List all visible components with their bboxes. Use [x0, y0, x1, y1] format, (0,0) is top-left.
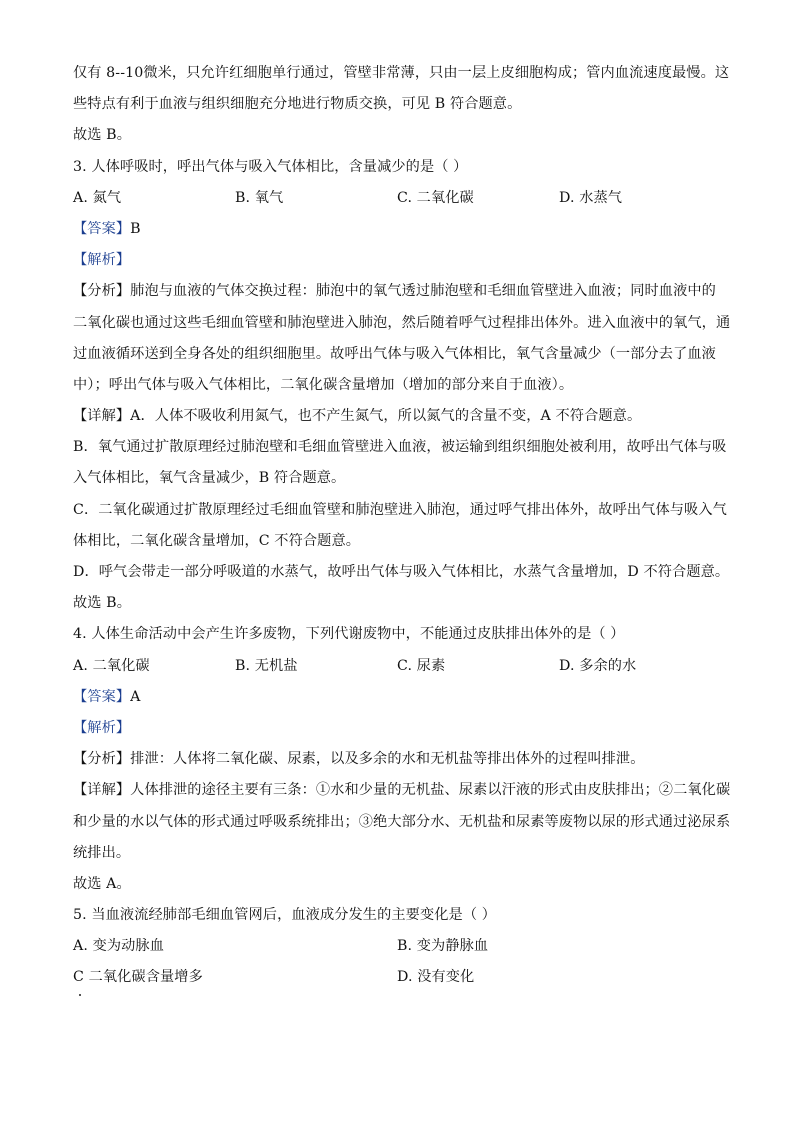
analysis-line — [73, 744, 723, 775]
detail-line — [73, 775, 731, 806]
answer-line — [73, 214, 723, 245]
answer-tag: 【答案】 — [73, 220, 131, 237]
explanation-tag: 【解析】 — [73, 252, 131, 269]
text-line: 入气体相比，氧气含量减少，B 符合题意。 — [73, 470, 346, 487]
option-d: D. 水蒸气 — [559, 189, 623, 206]
text-line: C．二氧化碳通过扩散原理经过毛细血管壁和肺泡壁进入肺泡，通过呼气排出体外，故呼出气体与吸入气 — [73, 501, 727, 518]
detail-tag: 【详解】 — [73, 782, 131, 799]
option-b: B. 氧气 — [235, 189, 284, 206]
analysis-tag: 【分析】 — [73, 751, 131, 768]
text-line: 统排出。 — [73, 844, 131, 861]
option-d: D. 没有变化 — [397, 969, 475, 986]
option-b: B. 无机盐 — [235, 657, 298, 674]
detail-text: 人体排泄的途径主要有三条：①水和少量的无机盐、尿素以汗液的形式由皮肤排出；②二氧化碳 — [130, 782, 731, 799]
answer-choice-line: 故选 B。 — [73, 127, 131, 144]
analysis-line — [73, 276, 723, 307]
analysis-text: 排泄：人体将二氧化碳、尿素，以及多余的水和无机盐等排出体外的过程叫排泄。 — [130, 751, 645, 768]
answer-choice-line: 故选 A。 — [73, 875, 131, 892]
question-3-stem: 3. 人体呼吸时，呼出气体与吸入气体相比，含量减少的是（ ） — [73, 158, 468, 175]
option-b: B. 变为静脉血 — [397, 938, 489, 955]
option-c: C 二氧化碳含量增多 — [73, 969, 203, 986]
explanation-tag: 【解析】 — [73, 719, 131, 736]
answer-choice-line: 故选 B。 — [73, 595, 131, 612]
option-c: C. 二氧化碳 — [397, 189, 474, 206]
text-line: 过血液循环送到全身各处的组织细胞里。故呼出气体与吸入气体相比，氧气含量减少（一部分去了血液 — [73, 345, 716, 362]
option-c: C. 尿素 — [397, 657, 446, 674]
text-line: D．呼气会带走一部分呼吸道的水蒸气，故呼出气体与吸入气体相比，水蒸气含量增加，D 不符合题意。 — [73, 564, 730, 580]
text-line: 些特点有利于血液与组织细胞充分地进行物质交换，可见 B 符合题意。 — [73, 96, 522, 113]
text-line: 和少量的水以气体的形式通过呼吸系统排出；③绝大部分水、无机盐和尿素等废物以尿的形式通过泌尿系 — [73, 813, 731, 830]
explanation-heading — [73, 245, 723, 276]
question-5-options-row-2 — [73, 962, 723, 993]
option-a: A. 变为动脉血 — [73, 938, 165, 955]
analysis-tag: 【分析】 — [73, 283, 131, 300]
stray-ink-dot — [79, 994, 81, 996]
question-3-options — [73, 183, 723, 214]
document-body — [73, 58, 731, 994]
option-a: A. 氮气 — [73, 189, 122, 206]
analysis-text: 肺泡与血液的气体交换过程：肺泡中的氧气透过肺泡壁和毛细血管壁进入血液；同时血液中的 — [130, 283, 716, 300]
detail-tag: 【详解】 — [73, 408, 131, 425]
answer-line — [73, 682, 723, 713]
detail-text: A．人体不吸收利用氮气，也不产生氮气，所以氮气的含量不变，A 不符合题意。 — [130, 408, 642, 425]
question-4-options — [73, 651, 723, 682]
option-a: A. 二氧化碳 — [73, 657, 150, 674]
option-d: D. 多余的水 — [559, 657, 637, 674]
text-line: 体相比，二氧化碳含量增加，C 不符合题意。 — [73, 532, 361, 549]
text-line: 中）；呼出气体与吸入气体相比，二氧化碳含量增加（增加的部分来自于血液）。 — [73, 376, 574, 393]
text-line: B．氧气通过扩散原理经过肺泡壁和毛细血管壁进入血液，被运输到组织细胞处被利用，故呼出气体与吸 — [73, 439, 727, 456]
question-5-options-row-1 — [73, 931, 723, 962]
text-line: 二氧化碳也通过这些毛细血管壁和肺泡壁进入肺泡，然后随着呼气过程排出体外。进入血液中的氧气，通 — [73, 314, 731, 331]
answer-value: A — [130, 688, 141, 705]
answer-value: B — [130, 220, 141, 237]
text-line: 仅有 8--10微米，只允许红细胞单行通过，管壁非常薄，只由一层上皮细胞构成；管内血流速度最慢。这 — [73, 65, 730, 81]
question-5-stem: 5. 当血液流经肺部毛细血管网后，血液成分发生的主要变化是（ ） — [73, 907, 497, 924]
answer-tag: 【答案】 — [73, 688, 131, 705]
explanation-heading — [73, 713, 723, 744]
detail-line — [73, 401, 723, 432]
question-4-stem: 4. 人体生命活动中会产生许多废物，下列代谢废物中，不能通过皮肤排出体外的是（ ） — [73, 626, 625, 643]
